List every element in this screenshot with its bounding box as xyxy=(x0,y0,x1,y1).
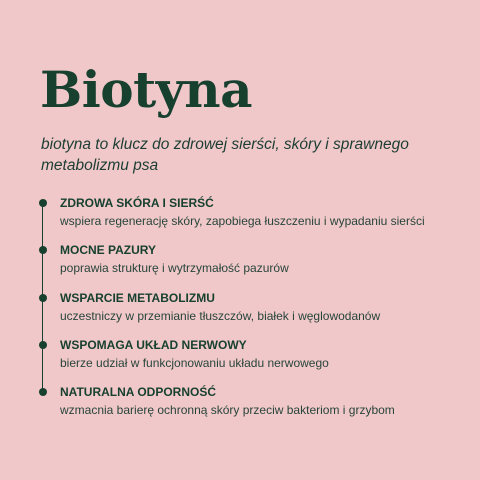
benefit-title: ZDROWA SKÓRA I SIERŚĆ xyxy=(60,196,214,210)
benefit-title: NATURALNA ODPORNOŚĆ xyxy=(60,385,216,399)
benefit-item xyxy=(60,242,460,276)
benefit-title: MOCNE PAZURY xyxy=(60,243,156,257)
benefit-item xyxy=(60,195,460,229)
benefit-description: bierze udział w funkcjonowaniu układu nerwowego xyxy=(60,356,329,370)
benefit-description: uczestniczy w przemianie tłuszczów, białek i węglowodanów xyxy=(60,309,381,323)
benefit-item xyxy=(60,290,460,324)
page-title: Biotyna xyxy=(40,60,253,119)
bullet-dot-icon xyxy=(39,294,47,302)
bullet-dot-icon xyxy=(39,341,47,349)
benefit-item xyxy=(60,337,460,371)
benefit-description: wzmacnia barierę ochronną skóry przeciw bakteriom i grzybom xyxy=(60,403,395,417)
benefit-title: WSPOMAGA UKŁAD NERWOWY xyxy=(60,338,247,352)
bullet-dot-icon xyxy=(39,388,47,396)
benefit-description: poprawia strukturę i wytrzymałość pazurów xyxy=(60,261,289,275)
bullet-dot-icon xyxy=(39,246,47,254)
page-subtitle: biotyna to klucz do zdrowej sierści, skóry i sprawnego metabolizmu psa xyxy=(41,136,409,174)
benefit-title: WSPARCIE METABOLIZMU xyxy=(60,291,215,305)
benefit-item xyxy=(60,384,460,418)
benefit-description: wspiera regenerację skóry, zapobiega łuszczeniu i wypadaniu sierści xyxy=(60,214,425,228)
bullet-dot-icon xyxy=(39,199,47,207)
